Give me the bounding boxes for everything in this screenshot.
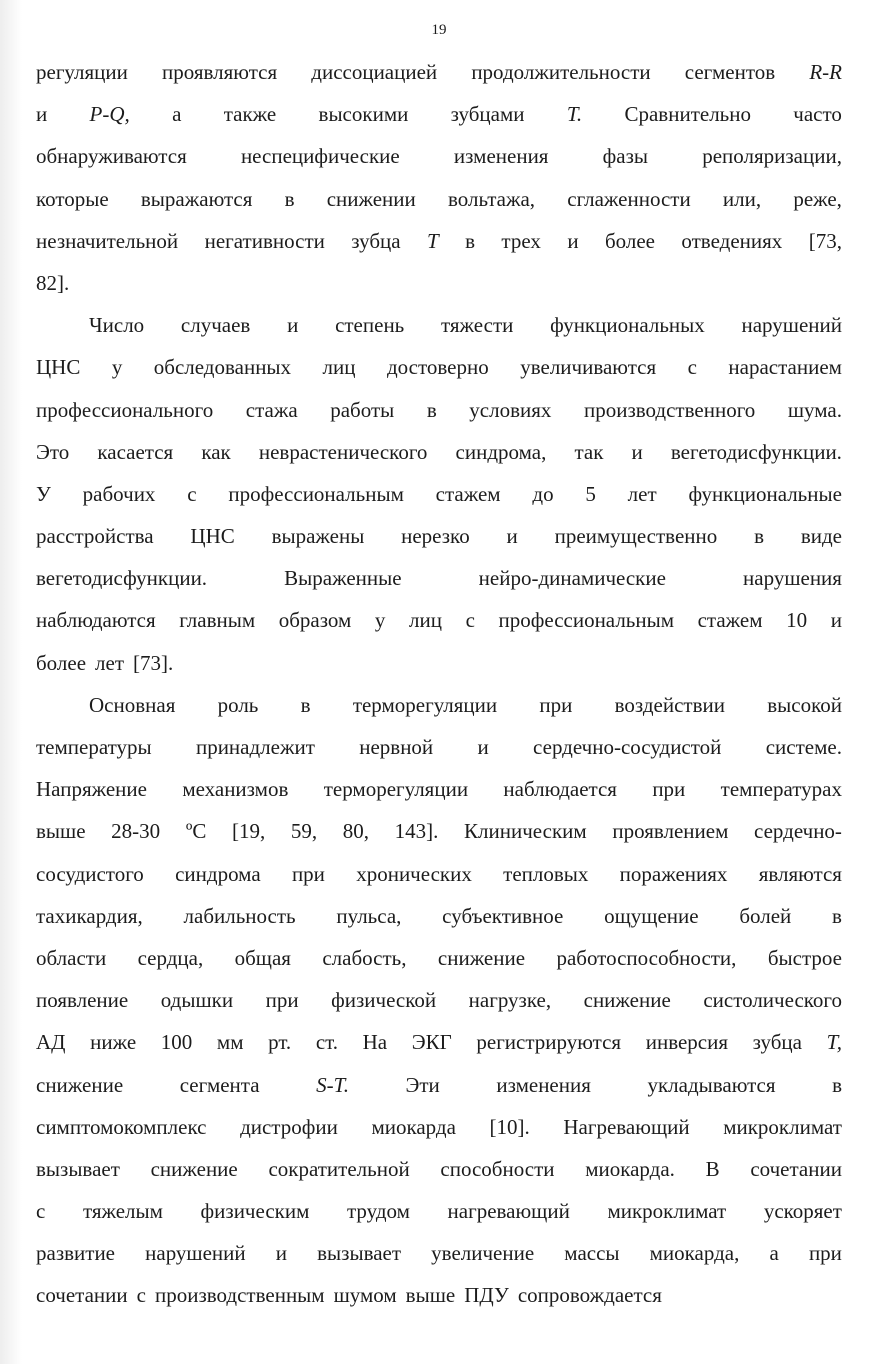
word: работы: [330, 397, 395, 422]
word: ускоряет: [763, 1199, 842, 1224]
word: стажем: [697, 608, 763, 633]
word: микроклимат: [723, 1114, 842, 1139]
text-line: [36, 178, 842, 220]
word: с: [187, 481, 197, 506]
word: функциональные: [688, 481, 842, 506]
word: зубцами: [450, 102, 525, 127]
word: достоверно: [386, 355, 489, 380]
word: диссоциацией: [311, 60, 438, 84]
word: как: [201, 439, 231, 464]
word: На: [362, 1030, 388, 1055]
word: снижение: [36, 1072, 124, 1097]
word: лиц: [409, 608, 442, 633]
word: производственного: [583, 397, 756, 422]
word: выше: [405, 1283, 456, 1308]
word: с: [36, 1199, 46, 1224]
word: сосудистого: [36, 861, 144, 886]
word: наблюдается: [503, 777, 617, 802]
word: сегмента: [179, 1072, 260, 1097]
word: и: [477, 735, 489, 759]
word: общая: [234, 945, 291, 970]
word: 28-30: [111, 819, 161, 844]
word: неврастенического: [258, 439, 428, 464]
text-line: [36, 1274, 842, 1316]
word: микроклимат: [607, 1199, 727, 1224]
word: снижение: [583, 988, 671, 1013]
word: [10].: [489, 1114, 530, 1139]
text-line: [36, 473, 842, 515]
word: негативности: [204, 228, 325, 253]
word: также: [223, 102, 277, 127]
word: температуры: [36, 735, 152, 759]
word: лет: [95, 650, 125, 675]
text-line: [36, 1232, 842, 1274]
text-line: [36, 262, 842, 304]
word: T,: [826, 1030, 842, 1055]
text-line: [36, 1064, 842, 1106]
word: преимущественно: [554, 524, 718, 549]
word: расстройства: [36, 524, 154, 549]
word: проявляются: [162, 60, 278, 84]
word: P-Q,: [89, 102, 130, 127]
word: нерезко: [401, 524, 470, 549]
word: 80,: [342, 819, 370, 844]
word: или,: [722, 186, 762, 211]
word: обследованных: [153, 355, 292, 380]
word: в: [300, 692, 311, 717]
word: синдрома: [175, 861, 261, 886]
word: в: [832, 1072, 842, 1097]
word: отведениях: [681, 228, 783, 253]
word: сглаженности: [567, 186, 691, 211]
word: условиях: [469, 397, 552, 422]
word: образом: [278, 608, 352, 633]
word: фазы: [602, 144, 649, 169]
word: способности: [440, 1156, 555, 1181]
word: сочетании: [750, 1156, 842, 1181]
word: области: [36, 945, 107, 970]
word: шума.: [787, 397, 842, 422]
word: тахикардия,: [36, 903, 143, 928]
word: при: [265, 988, 299, 1013]
word: поражениях: [619, 861, 728, 886]
word: слабость,: [322, 945, 407, 970]
word: 5: [585, 481, 596, 506]
word: ниже: [90, 1030, 137, 1055]
word: тепловых: [503, 861, 589, 886]
word: Эти: [405, 1072, 440, 1097]
word: до: [532, 481, 554, 506]
word: физической: [331, 988, 437, 1013]
text-line: [36, 51, 842, 93]
word: 10: [786, 608, 808, 633]
word: Это: [36, 439, 70, 464]
word: шумом: [333, 1283, 397, 1308]
word: регистрируются: [476, 1030, 622, 1055]
word: Напряжение: [36, 777, 147, 802]
word: ощущение: [604, 903, 699, 928]
word: нарушения: [743, 566, 842, 591]
word: появление: [36, 988, 129, 1013]
word: касается: [97, 439, 174, 464]
word: Клиническим: [464, 819, 587, 844]
word: массы: [564, 1241, 620, 1266]
word: S-T.: [316, 1072, 349, 1097]
text-line: [36, 93, 842, 135]
word: [73].: [133, 650, 174, 675]
word: вызывает: [36, 1156, 120, 1181]
word: 82].: [36, 270, 70, 295]
word: 100: [160, 1030, 193, 1055]
word: вегетодисфункции.: [36, 566, 208, 591]
word: с: [465, 608, 475, 633]
word: воздействии: [614, 692, 725, 717]
word: обнаруживаются: [36, 144, 187, 169]
text-line: [36, 768, 842, 810]
word: наблюдаются: [36, 608, 156, 633]
word: роль: [217, 692, 259, 717]
word: ЦНС: [36, 355, 81, 380]
word: незначительной: [36, 228, 179, 253]
word: вызывает: [317, 1241, 402, 1266]
word: Выраженные: [284, 566, 402, 591]
word: ºС: [185, 819, 207, 844]
word: так: [574, 439, 604, 464]
word: функциональных: [550, 313, 705, 338]
word: выражены: [271, 524, 365, 549]
word: более: [604, 228, 655, 253]
word: и: [567, 228, 579, 253]
word: миокарда: [371, 1114, 456, 1139]
word: сочетании: [36, 1283, 128, 1308]
word: главным: [179, 608, 256, 633]
text-line: [36, 937, 842, 979]
word: у: [111, 355, 123, 380]
word: более: [36, 650, 87, 675]
text-line: [36, 979, 842, 1021]
word: высокой: [767, 692, 842, 717]
word: Основная: [89, 692, 176, 717]
word: в: [426, 397, 437, 422]
text-line: [36, 1190, 842, 1232]
word: сердечно-сосудистой: [533, 735, 722, 759]
text-line: [36, 346, 842, 388]
word: 59,: [290, 819, 318, 844]
word: вольтажа,: [447, 186, 536, 211]
word: с: [687, 355, 697, 380]
word: выражаются: [140, 186, 253, 211]
word: механизмов: [182, 777, 289, 802]
word: нарушений: [741, 313, 842, 338]
text-line: [36, 557, 842, 599]
word: сократительной: [268, 1156, 410, 1181]
word: Число: [89, 313, 145, 338]
word: виде: [800, 524, 842, 549]
word: ст.: [315, 1030, 338, 1055]
word: изменения: [496, 1072, 591, 1097]
word: при: [291, 861, 325, 886]
word: у: [374, 608, 386, 633]
word: продолжительности: [471, 60, 651, 84]
word: пульса,: [336, 903, 402, 928]
word: миокарда,: [649, 1241, 740, 1266]
word: при: [652, 777, 686, 802]
word: изменения: [453, 144, 549, 169]
word: T.: [566, 102, 583, 127]
text-line: [36, 895, 842, 937]
word: быстрое: [767, 945, 842, 970]
word: лабильность: [183, 903, 296, 928]
word: регуляции: [36, 60, 128, 84]
text-line: [36, 1106, 842, 1148]
word: субъективное: [442, 903, 564, 928]
page-number: 19: [431, 22, 447, 38]
word: дистрофии: [240, 1114, 338, 1139]
word: физическим: [200, 1199, 310, 1224]
word: хронических: [356, 861, 472, 886]
word: снижении: [326, 186, 416, 211]
word: лет: [627, 481, 657, 506]
word: при: [808, 1241, 842, 1266]
word: а: [769, 1241, 779, 1266]
word: реполяризации,: [702, 144, 842, 169]
word: принадлежит: [195, 735, 315, 759]
text-line: [36, 431, 842, 473]
word: с: [136, 1283, 146, 1308]
word: миокарда.: [585, 1156, 675, 1181]
word: и: [631, 439, 643, 464]
word: и: [36, 102, 48, 127]
word: тяжести: [441, 313, 514, 338]
word: лиц: [322, 355, 356, 380]
word: температурах: [720, 777, 842, 802]
text-line: [36, 220, 842, 262]
text-line: [36, 135, 842, 177]
word: T: [427, 228, 439, 253]
word: инверсия: [645, 1030, 729, 1055]
word: стажа: [245, 397, 298, 422]
word: одышки: [160, 988, 234, 1013]
word: сердечно-: [754, 819, 842, 844]
word: в: [754, 524, 765, 549]
word: и: [506, 524, 518, 549]
word: R-R: [809, 60, 842, 84]
word: снижение: [437, 945, 526, 970]
word: болей: [739, 903, 792, 928]
word: зубца: [351, 228, 401, 253]
word: вегетодисфункции.: [670, 439, 842, 464]
word: нагревающий: [447, 1199, 570, 1224]
word: высокими: [318, 102, 409, 127]
word: терморегуляции: [323, 777, 469, 802]
word: степень: [335, 313, 405, 338]
text-line: [36, 515, 842, 557]
text-line: [36, 304, 842, 346]
word: [19,: [231, 819, 266, 844]
word: У: [36, 481, 51, 506]
word: Нагревающий: [563, 1114, 690, 1139]
word: профессиональным: [228, 481, 404, 506]
word: нагрузке,: [468, 988, 552, 1013]
paragraph: [36, 684, 842, 1317]
word: мм: [216, 1030, 244, 1055]
word: Сравнительно: [624, 102, 751, 127]
paragraph: [36, 51, 842, 304]
word: проявлением: [612, 819, 729, 844]
word: а: [172, 102, 182, 127]
word: увеличиваются: [520, 355, 657, 380]
word: увеличение: [431, 1241, 535, 1266]
word: В: [705, 1156, 720, 1181]
word: сегментов: [684, 60, 776, 84]
word: симптомокомплекс: [36, 1114, 207, 1139]
word: [73,: [808, 228, 842, 253]
word: ЭКГ: [411, 1030, 452, 1055]
word: часто: [793, 102, 842, 127]
word: профессиональным: [498, 608, 675, 633]
document-body: [36, 51, 842, 1317]
word: нарушений: [145, 1241, 246, 1266]
word: сопровождается: [517, 1283, 662, 1308]
word: и: [275, 1241, 288, 1266]
word: сердца,: [137, 945, 204, 970]
word: 143].: [394, 819, 439, 844]
text-line: [36, 642, 842, 684]
word: ЦНС: [190, 524, 235, 549]
text-line: [36, 599, 842, 641]
word: нейро-динамические: [478, 566, 666, 591]
word: нарастанием: [728, 355, 842, 380]
word: ПДУ: [464, 1283, 509, 1308]
word: которые: [36, 186, 109, 211]
word: рт.: [268, 1030, 292, 1055]
word: при: [539, 692, 573, 717]
word: тяжелым: [82, 1199, 163, 1224]
word: в: [832, 903, 842, 928]
word: рабочих: [82, 481, 156, 506]
word: зубца: [752, 1030, 802, 1055]
word: терморегуляции: [352, 692, 498, 717]
text-line: [36, 853, 842, 895]
word: АД: [36, 1030, 66, 1055]
word: развитие: [36, 1241, 116, 1266]
word: снижение: [150, 1156, 238, 1181]
text-line: [36, 389, 842, 431]
word: выше: [36, 819, 86, 844]
word: трудом: [347, 1199, 410, 1224]
word: производственным: [154, 1283, 325, 1308]
word: укладываются: [647, 1072, 776, 1097]
text-line: [36, 1021, 842, 1063]
word: нервной: [359, 735, 434, 759]
word: трех: [501, 228, 541, 253]
paragraph: [36, 304, 842, 684]
word: работоспособности,: [556, 945, 737, 970]
text-line: [36, 726, 842, 768]
text-line: [36, 684, 842, 726]
word: профессионального: [36, 397, 214, 422]
word: и: [287, 313, 299, 338]
word: в: [465, 228, 476, 253]
text-line: [36, 1148, 842, 1190]
word: систолического: [703, 988, 842, 1013]
word: системе.: [765, 735, 842, 759]
word: неспецифические: [240, 144, 400, 169]
word: и: [830, 608, 842, 633]
word: реже,: [793, 186, 842, 211]
scan-edge-shadow: [0, 0, 22, 1364]
word: являются: [758, 861, 842, 886]
word: синдрома,: [455, 439, 547, 464]
text-line: [36, 810, 842, 852]
word: стажем: [435, 481, 501, 506]
word: в: [284, 186, 295, 211]
word: случаев: [180, 313, 251, 338]
